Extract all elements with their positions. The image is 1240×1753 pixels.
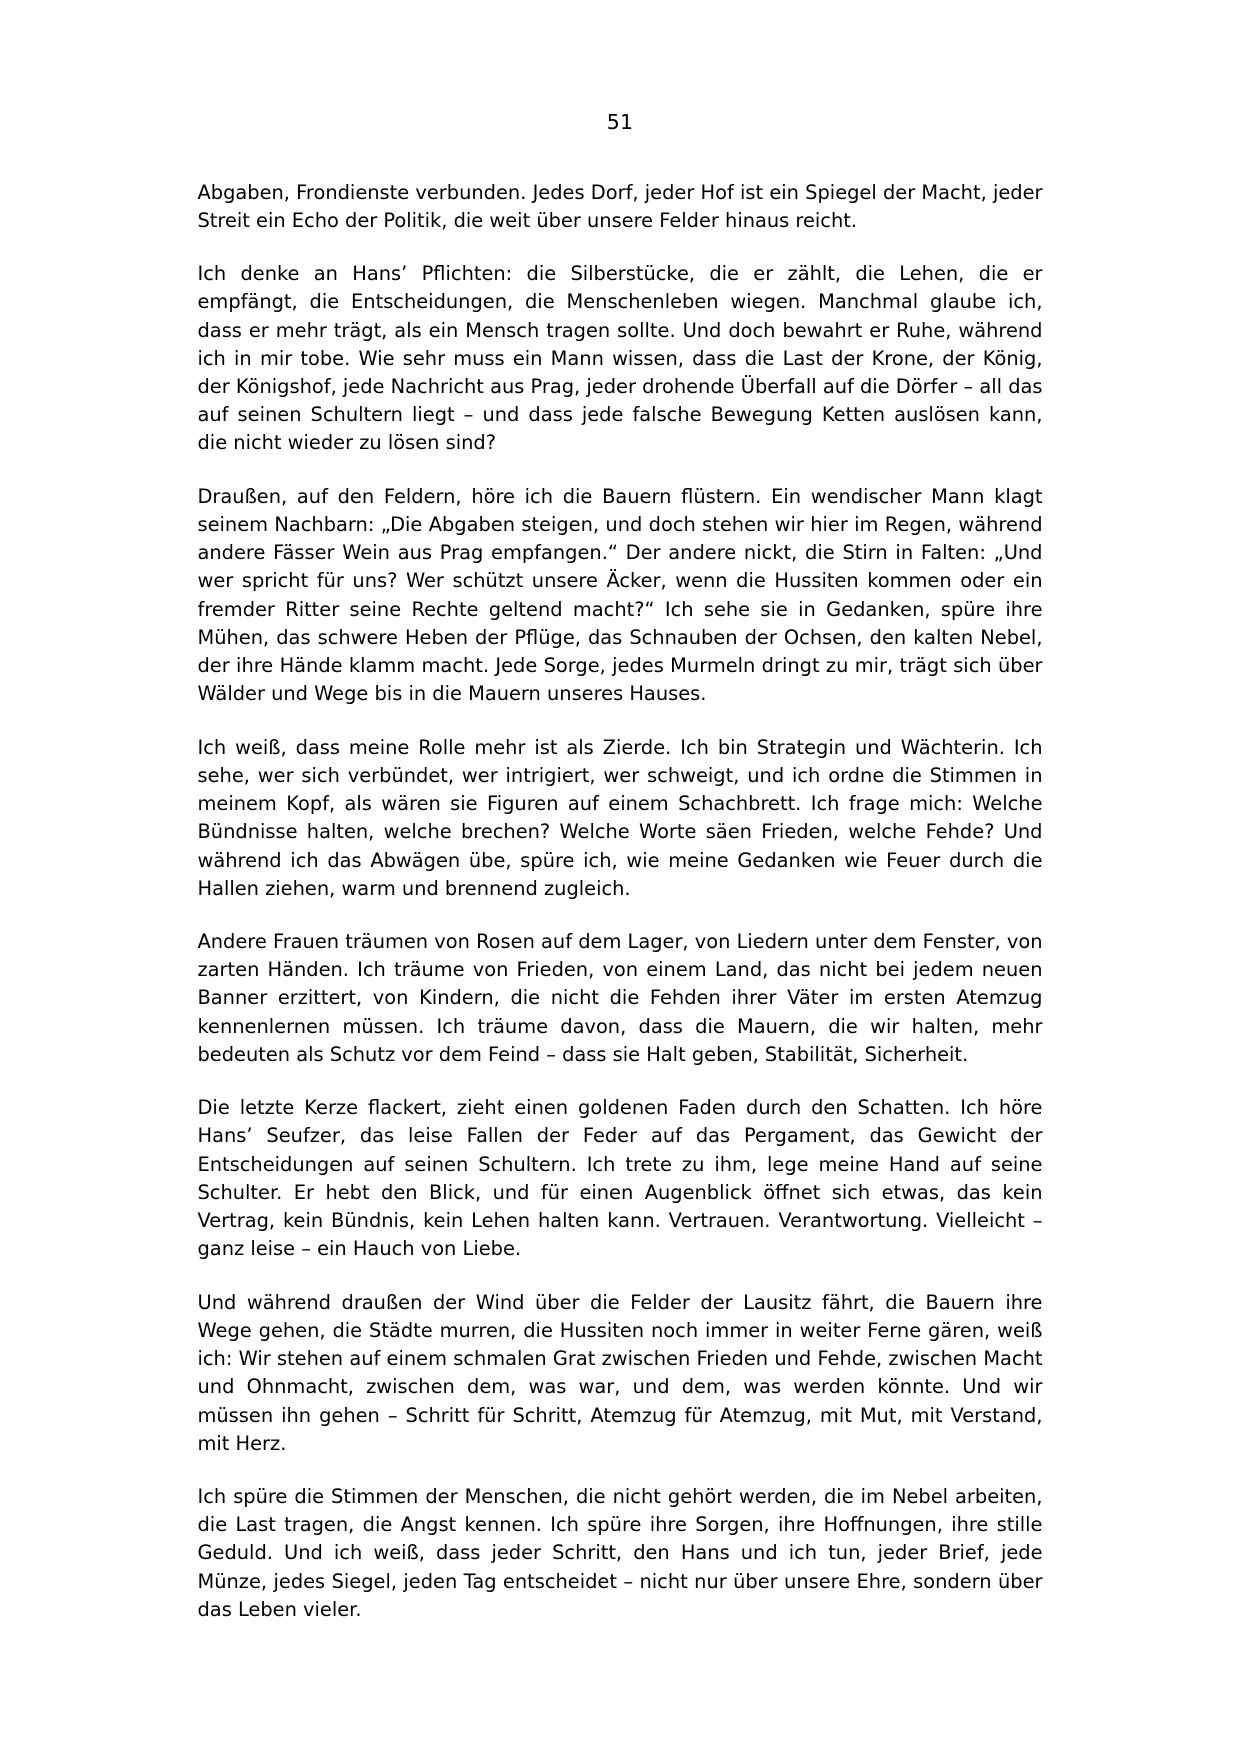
paragraph: Ich denke an Hans’ Pflichten: die Silberstücke, die er zählt, die Lehen, die er empfängt, die Entscheidungen, die Menschenleben wiegen. Manchmal glaube ich, dass er mehr trägt, als ein Mensch tragen sollte. Und doch bewahrt er Ruhe, während ich in mir tobe. Wie sehr muss ein Mann wissen, dass die Last der Krone, der König, der Königshof, jede Nachricht aus Prag, jeder drohende Überfall auf die Dörfer – all das auf seinen Schultern liegt – und dass jede falsche Bewegung Ketten auslösen kann, die nicht wieder zu lösen sind? — [197, 262, 1043, 455]
page-number: 51 — [606, 110, 634, 134]
paragraph: Ich spüre die Stimmen der Menschen, die nicht gehört werden, die im Nebel arbeiten, die Last tragen, die Angst kennen. Ich spüre ihre Sorgen, ihre Hoffnungen, ihre stille Geduld. Und ich weiß, dass jeder Schritt, den Hans und ich tun, jeder Brief, jede Münze, jedes Siegel, jeden Tag entscheidet – nicht nur über unsere Ehre, sondern über das Leben vieler. — [197, 1484, 1043, 1621]
paragraph: Abgaben, Frondienste verbunden. Jedes Dorf, jeder Hof ist ein Spiegel der Macht, jeder Streit ein Echo der Politik, die weit über unsere Felder hinaus reicht. — [197, 180, 1043, 232]
body-text — [198, 179, 1043, 1625]
paragraph: Andere Frauen träumen von Rosen auf dem Lager, von Liedern unter dem Fenster, von zarten Händen. Ich träume von Frieden, von einem Land, das nicht bei jedem neuen Banner erzittert, von Kindern, die nicht die Fehden ihrer Väter im ersten Atemzug kennenlernen müssen. Ich träume davon, dass die Mauern, die wir halten, mehr bedeuten als Schutz vor dem Feind – dass sie Halt geben, Stabilität, Sicherheit. — [197, 929, 1043, 1066]
paragraph: Und während draußen der Wind über die Felder der Lausitz fährt, die Bauern ihre Wege gehen, die Städte murren, die Hussiten noch immer in weiter Ferne gären, weiß ich: Wir stehen auf einem schmalen Grat zwischen Frieden und Fehde, zwischen Macht und Ohnmacht, zwischen dem, was war, und dem, was werden könnte. Und wir müssen ihn gehen – Schritt für Schritt, Atemzug für Atemzug, mit Mut, mit Verstand, mit Herz. — [197, 1290, 1043, 1455]
paragraph: Ich weiß, dass meine Rolle mehr ist als Zierde. Ich bin Strategin und Wächterin. Ich sehe, wer sich verbündet, wer intrigiert, wer schweigt, und ich ordne die Stimmen in meinem Kopf, als wären sie Figuren auf einem Schachbrett. Ich frage mich: Welche Bündnisse halten, welche brechen? Welche Worte säen Frieden, welche Fehde? Und während ich das Abwägen übe, spüre ich, wie meine Gedanken wie Feuer durch die Hallen ziehen, warm und brennend zugleich. — [197, 735, 1043, 900]
paragraph: Die letzte Kerze flackert, zieht einen goldenen Faden durch den Schatten. Ich höre Hans’ Seufzer, das leise Fallen der Feder auf das Pergament, das Gewicht der Entscheidungen auf seinen Schultern. Ich trete zu ihm, lege meine Hand auf seine Schulter. Er hebt den Blick, und für einen Augenblick öffnet sich etwas, das kein Vertrag, kein Bündnis, kein Lehen halten kann. Vertrauen. Verantwortung. Vielleicht – ganz leise – ein Hauch von Liebe. — [197, 1096, 1043, 1261]
paragraph: Draußen, auf den Feldern, höre ich die Bauern flüstern. Ein wendischer Mann klagt seinem Nachbarn: „Die Abgaben steigen, und doch stehen wir hier im Regen, während andere Fässer Wein aus Prag empfangen.“ Der andere nickt, die Stirn in Falten: „Und wer spricht für uns? Wer schützt unsere Äcker, wenn die Hussiten kommen oder ein fremder Ritter seine Rechte geltend macht?“ Ich sehe sie in Gedanken, spüre ihre Mühen, das schwere Heben der Pflüge, das Schnauben der Ochsen, den kalten Nebel, der ihre Hände klamm macht. Jede Sorge, jedes Murmeln dringt zu mir, trägt sich über Wälder und Wege bis in die Mauern unseres Hauses. — [197, 484, 1043, 706]
